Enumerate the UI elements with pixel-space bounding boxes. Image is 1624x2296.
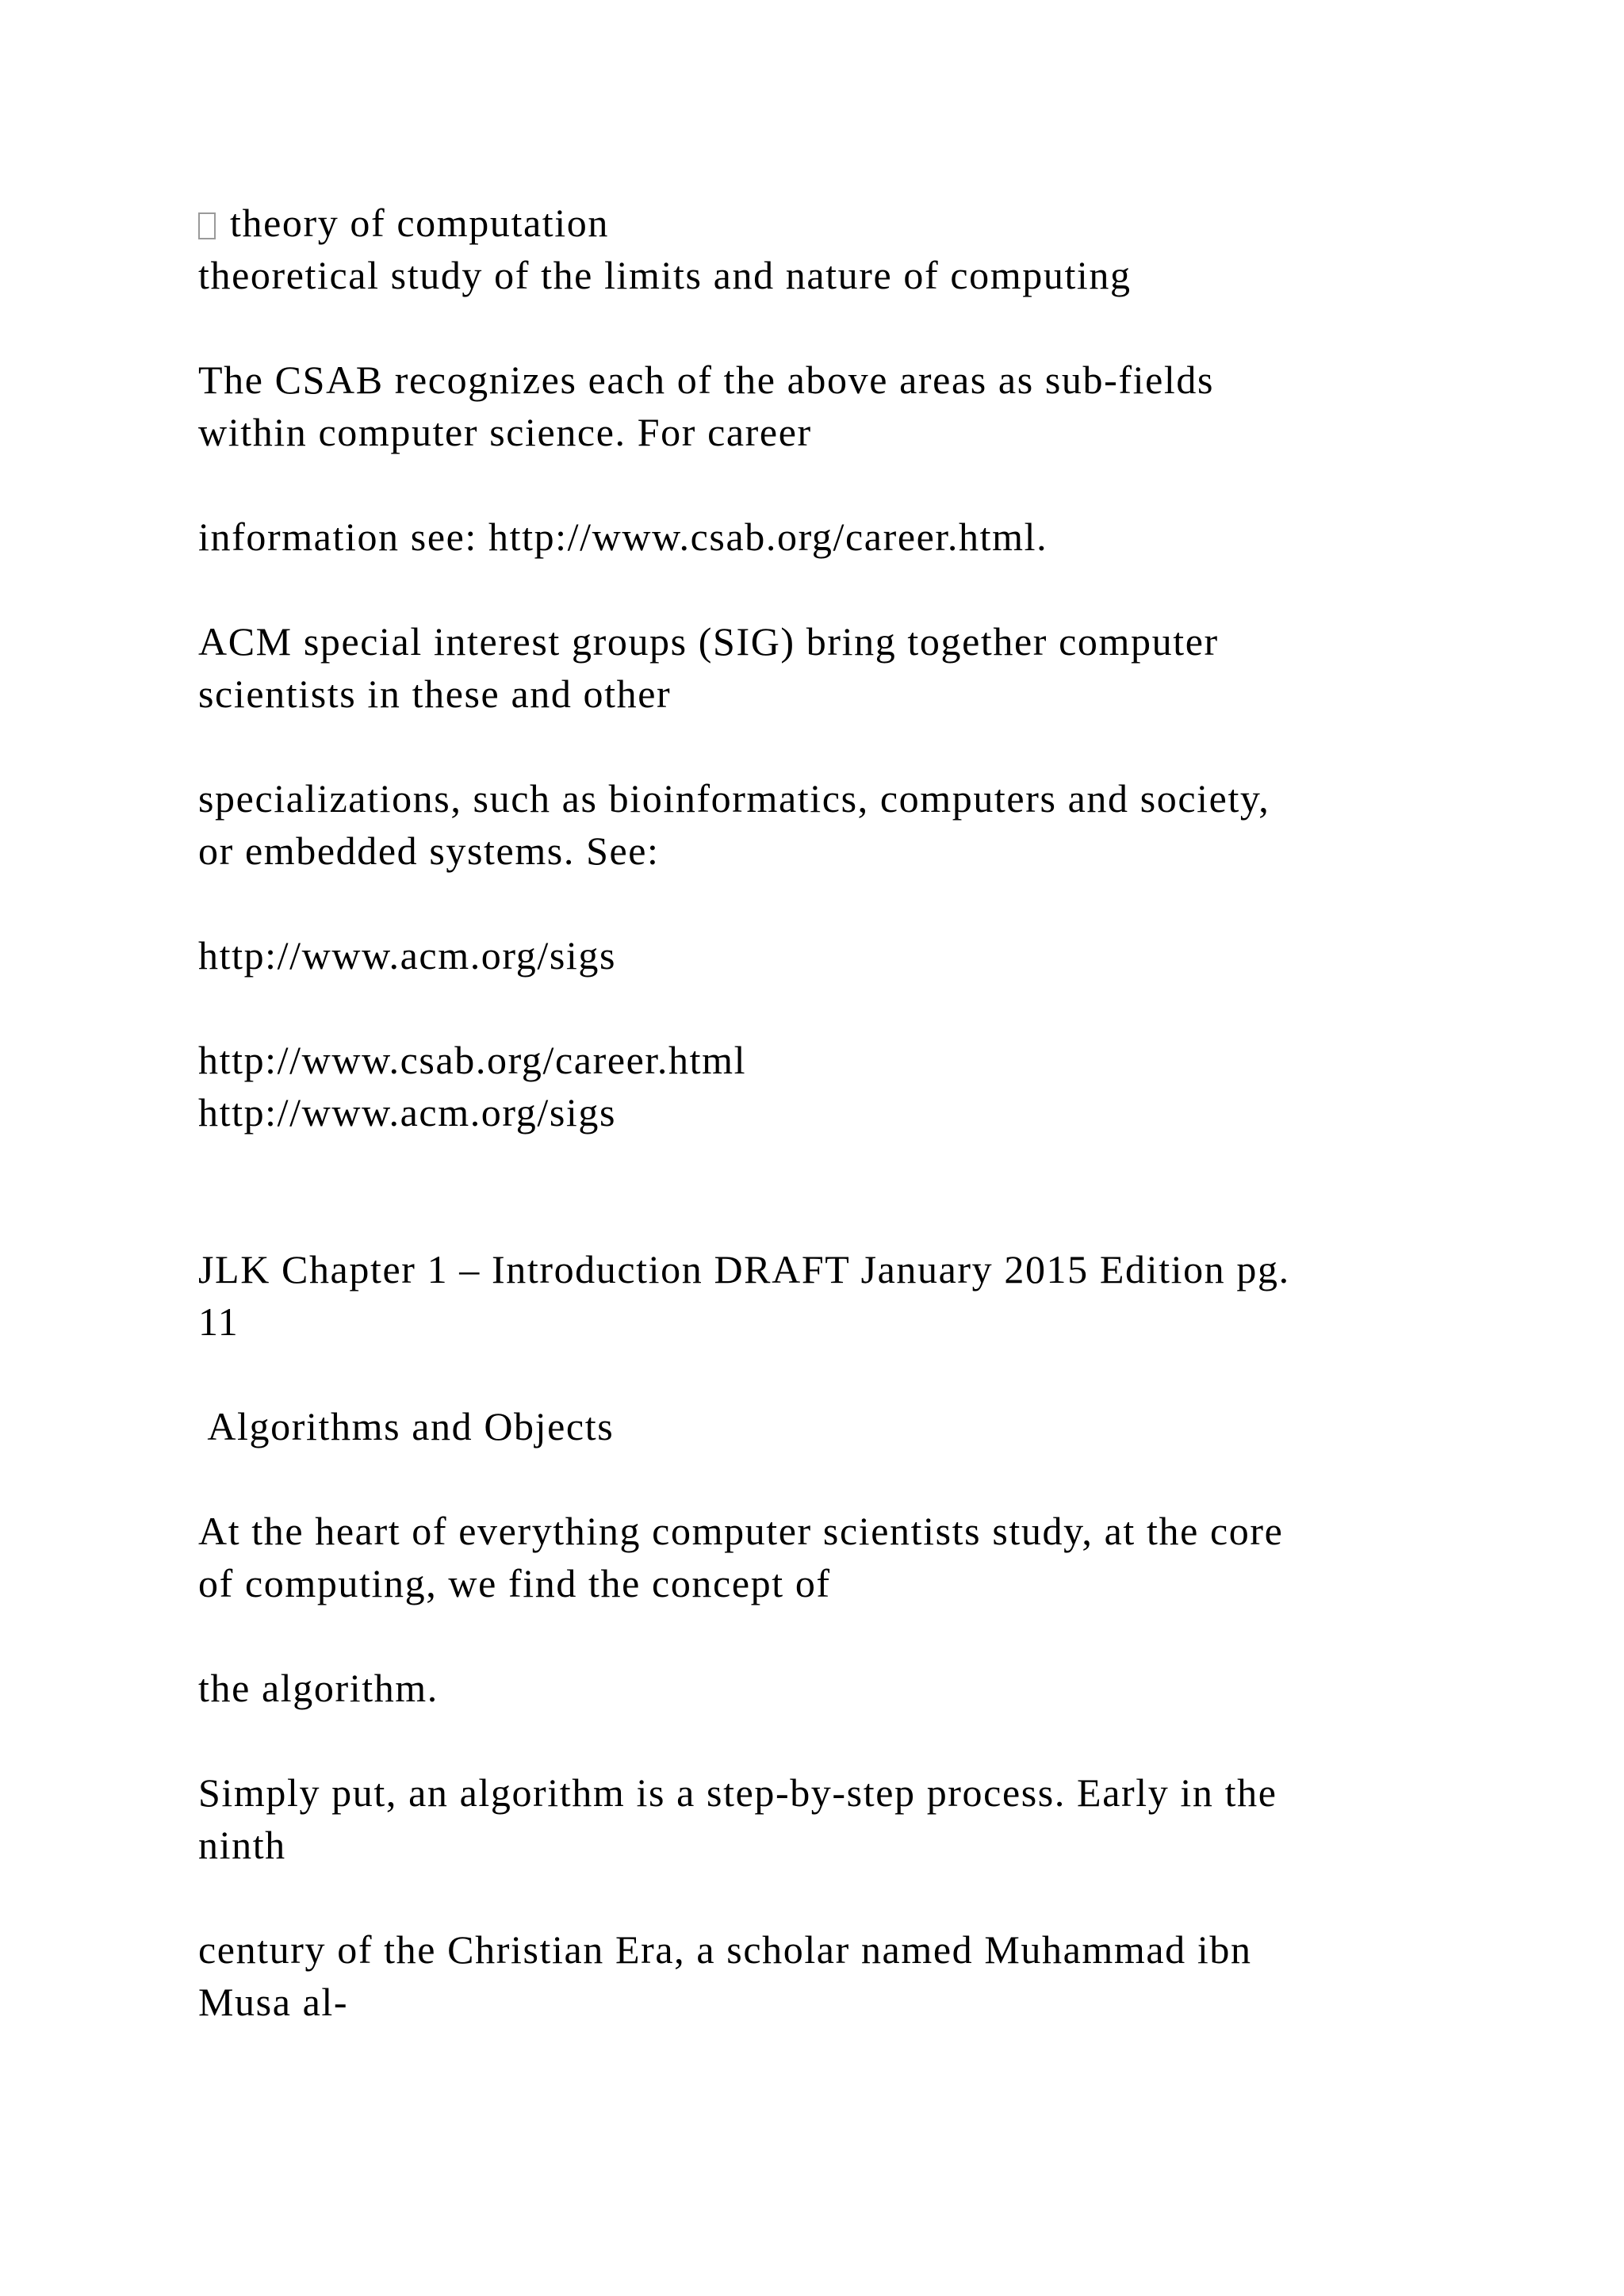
text-line: century of the Christian Era, a scholar named Muhammad ibn [198,1927,1252,1972]
text-line: Musa al- [198,1980,349,2024]
text-line: specializations, such as bioinformatics, computers and society, [198,776,1270,821]
text-line: Simply put, an algorithm is a step-by-step process. Early in the [198,1770,1277,1815]
bullet-line [198,197,609,249]
text-line: theoretical study of the limits and nature of computing [198,253,1132,297]
section-heading: Algorithms and Objects [198,1404,615,1448]
text-line: ninth [198,1823,286,1867]
text-line: The CSAB recognizes each of the above areas as sub-fields [198,358,1215,402]
page-number: 11 [198,1299,239,1344]
text-line: of computing, we find the concept of [198,1561,831,1605]
text-line: At the heart of everything computer scientists study, at the core [198,1509,1284,1553]
text-line: scientists in these and other [198,672,672,716]
text-line: http://www.csab.org/career.html [198,1038,747,1082]
page-footer: JLK Chapter 1 – Introduction DRAFT January 2015 Edition pg. [198,1247,1290,1292]
missing-glyph-icon [198,212,216,239]
text-line: or embedded systems. See: [198,828,660,873]
text-line: within computer science. For career [198,410,812,454]
text-line: information see: http://www.csab.org/career.html. [198,515,1048,559]
text-line: http://www.acm.org/sigs [198,1090,617,1135]
text-line: the algorithm. [198,1666,439,1710]
bullet-text: theory of computation [230,201,609,245]
text-line: ACM special interest groups (SIG) bring together computer [198,619,1219,664]
text-line: http://www.acm.org/sigs [198,933,617,978]
